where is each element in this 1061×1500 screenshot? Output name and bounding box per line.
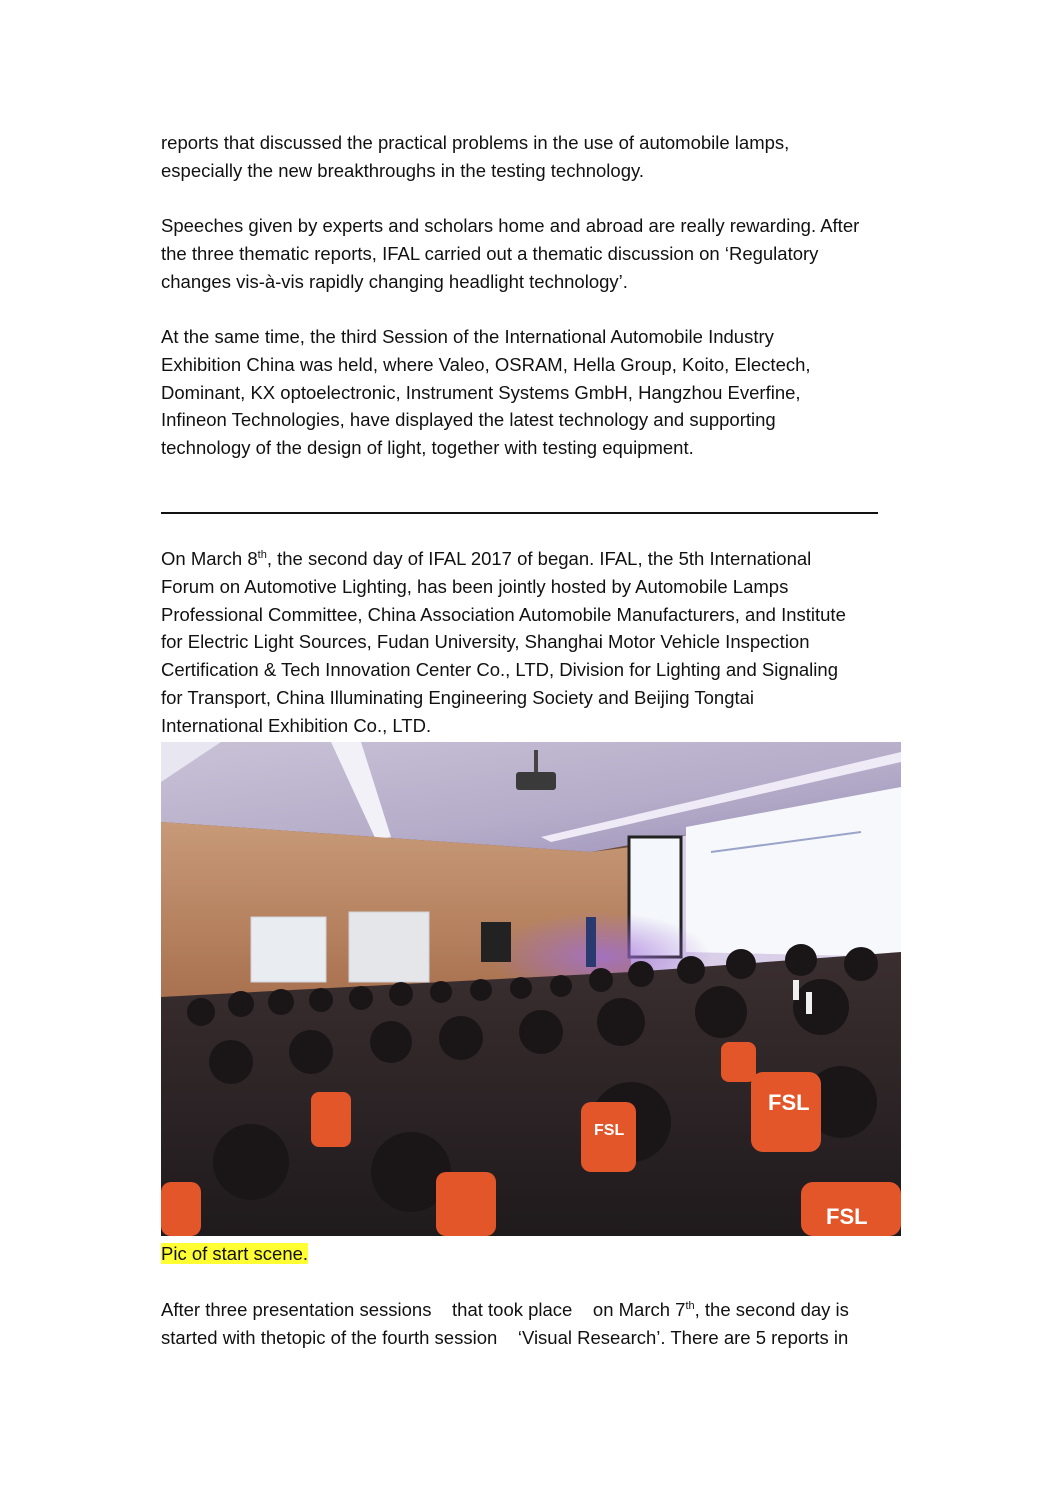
text-line: the three thematic reports, IFAL carried out a thematic discussion on ‘Regulatory bbox=[161, 242, 819, 264]
text-line: started with thetopic of the fourth session ‘Visual Research’. There are 5 reports in bbox=[161, 1326, 849, 1348]
paragraph-testing-reports bbox=[161, 129, 901, 185]
text-line: Dominant, KX optoelectronic, Instrument Systems GmbH, Hangzhou Everfine, bbox=[161, 381, 801, 403]
caption-highlight: Pic of start scene. bbox=[161, 1243, 309, 1264]
text-line: Certification & Tech Innovation Center Co., LTD, Division for Lighting and Signaling bbox=[161, 659, 838, 681]
text-line: Speeches given by experts and scholars home and abroad are really rewarding. After bbox=[161, 215, 860, 236]
text-line: Professional Committee, China Association Automobile Manufacturers, and Institute bbox=[161, 603, 846, 625]
text-line: Forum on Automotive Lighting, has been jointly hosted by Automobile Lamps bbox=[161, 575, 789, 597]
text-line: Exhibition China was held, where Valeo, OSRAM, Hella Group, Koito, Electech, bbox=[161, 353, 811, 375]
paragraph-speeches bbox=[161, 212, 901, 295]
paragraph-exhibition bbox=[161, 323, 901, 462]
speaker-box bbox=[481, 922, 511, 962]
conference-photo bbox=[161, 742, 901, 1236]
text-fragment: After three presentation sessions that took place on March 7 bbox=[161, 1299, 686, 1320]
text-line: International Exhibition Co., LTD. bbox=[161, 714, 432, 736]
horizontal-divider bbox=[161, 512, 878, 514]
text-line: for Electric Light Sources, Fudan University, Shanghai Motor Vehicle Inspection bbox=[161, 631, 810, 653]
paragraph-sessions bbox=[161, 1296, 901, 1352]
presenter bbox=[586, 917, 596, 967]
superscript: th bbox=[257, 548, 267, 561]
paragraph-second-day bbox=[161, 545, 901, 740]
text-line: for Transport, China Illuminating Engineering Society and Beijing Tongtai bbox=[161, 686, 755, 708]
text-fragment: On March 8 bbox=[161, 548, 258, 569]
text-line: technology of the design of light, together with testing equipment. bbox=[161, 437, 694, 459]
projector-mount bbox=[534, 750, 538, 772]
superscript: th bbox=[685, 1299, 695, 1312]
text-line: Infineon Technologies, have displayed the latest technology and supporting bbox=[161, 409, 776, 431]
text-fragment: , the second day of IFAL 2017 of began. IFAL, the 5th International bbox=[266, 548, 812, 569]
banner bbox=[349, 912, 429, 982]
chair-label: FSL bbox=[768, 1090, 810, 1115]
text-line bbox=[161, 1296, 901, 1324]
text-line: At the same time, the third Session of the International Automobile Industry bbox=[161, 326, 774, 347]
chair-label: FSL bbox=[826, 1204, 868, 1229]
chair-label: FSL bbox=[594, 1122, 625, 1139]
banner bbox=[251, 917, 326, 982]
projector bbox=[516, 772, 556, 790]
conference-photo-illustration bbox=[161, 742, 901, 1236]
text-line bbox=[161, 545, 901, 573]
text-line: especially the new breakthroughs in the testing technology. bbox=[161, 159, 645, 181]
text-line: changes vis-à-vis rapidly changing headlight technology’. bbox=[161, 270, 628, 292]
photo-caption bbox=[161, 1240, 308, 1268]
text-line: reports that discussed the practical problems in the use of automobile lamps, bbox=[161, 132, 790, 153]
text-fragment: , the second day is bbox=[694, 1299, 849, 1320]
